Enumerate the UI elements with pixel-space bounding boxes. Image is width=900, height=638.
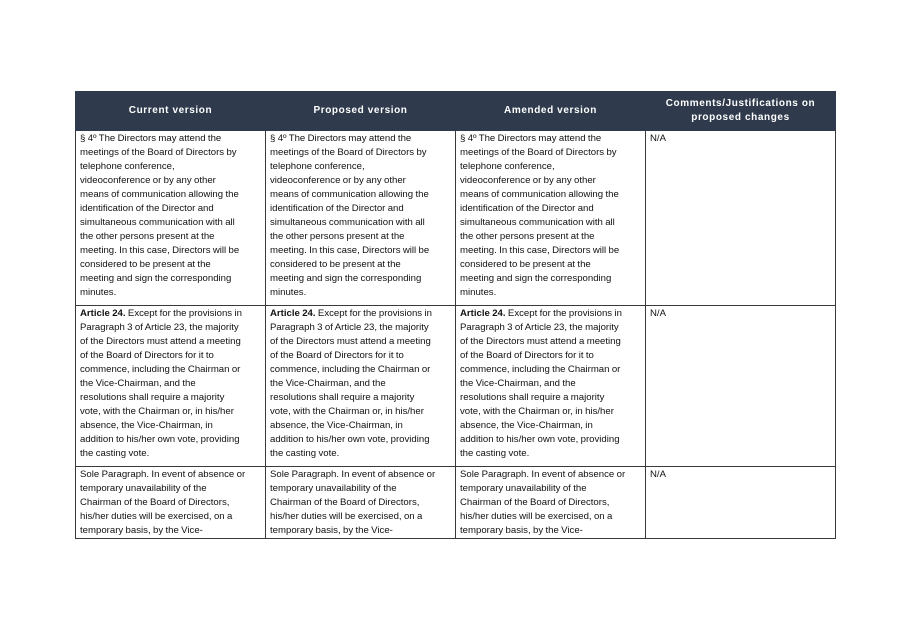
article-label: Article 24. [460, 308, 506, 319]
header-amended-version: Amended version [456, 92, 646, 131]
cell-comment: N/A [646, 306, 836, 467]
header-current-version: Current version [76, 92, 266, 131]
cell-amended [456, 306, 646, 467]
article-label: Article 24. [80, 308, 126, 319]
header-proposed-version: Proposed version [266, 92, 456, 131]
cell-proposed [266, 467, 456, 539]
table-row [76, 306, 836, 467]
table-row [76, 131, 836, 306]
cell-proposed: § 4º The Directors may attend the meetings of the Board of Directors by telephone conference, videoconference or by any other means of communication allowing the identification of the Director and simultaneous communication with all the other persons present at the meeting. In this case, Directors will be considered to be present at the meeting and sign the corresponding minutes. [266, 131, 456, 306]
cell-current [76, 467, 266, 539]
cell-text: Sole Paragraph. In event of absence or temporary unavailability of the Chairman of the Board of Directors, his/her duties will be exercised, on a temporary basis, by the Vice- [270, 469, 436, 536]
cell-amended: § 4º The Directors may attend the meetings of the Board of Directors by telephone conference, videoconference or by any other means of communication allowing the identification of the Director and simultaneous communication with all the other persons present at the meeting. In this case, Directors will be considered to be present at the meeting and sign the corresponding minutes. [456, 131, 646, 306]
table-header-row [76, 92, 836, 131]
article-text: Except for the provisions in Paragraph 3 of Article 23, the majority of the Directors must attend a meeting of the Board of Directors for it to commence, including the Chairman or the Vice-Chairman, and the resolutions shall require a majority vote, with the Chairman or, in his/her absence, the Vice-Chairman, in addition to his/her own vote, providing the casting vote. [460, 308, 622, 459]
article-text: Except for the provisions in Paragraph 3 of Article 23, the majority of the Directors must attend a meeting of the Board of Directors for it to commence, including the Chairman or the Vice-Chairman, and the resolutions shall require a majority vote, with the Chairman or, in his/her absence, the Vice-Chairman, in addition to his/her own vote, providing the casting vote. [80, 308, 242, 459]
cell-comment: N/A [646, 131, 836, 306]
cell-amended [456, 467, 646, 539]
header-comments: Comments/Justifications on proposed changes [646, 92, 836, 131]
cell-proposed [266, 306, 456, 467]
article-text: Except for the provisions in Paragraph 3 of Article 23, the majority of the Directors must attend a meeting of the Board of Directors for it to commence, including the Chairman or the Vice-Chairman, and the resolutions shall require a majority vote, with the Chairman or, in his/her absence, the Vice-Chairman, in addition to his/her own vote, providing the casting vote. [270, 308, 432, 459]
cell-text: Sole Paragraph. In event of absence or temporary unavailability of the Chairman of the Board of Directors, his/her duties will be exercised, on a temporary basis, by the Vice- [80, 469, 246, 536]
article-label: Article 24. [270, 308, 316, 319]
cell-current [76, 306, 266, 467]
cell-comment: N/A [646, 467, 836, 539]
table-row [76, 467, 836, 539]
cell-text: Sole Paragraph. In event of absence or temporary unavailability of the Chairman of the Board of Directors, his/her duties will be exercised, on a temporary basis, by the Vice- [460, 469, 626, 536]
cell-current: § 4º The Directors may attend the meetings of the Board of Directors by telephone conference, videoconference or by any other means of communication allowing the identification of the Director and simultaneous communication with all the other persons present at the meeting. In this case, Directors will be considered to be present at the meeting and sign the corresponding minutes. [76, 131, 266, 306]
amendment-comparison-table [75, 91, 836, 539]
